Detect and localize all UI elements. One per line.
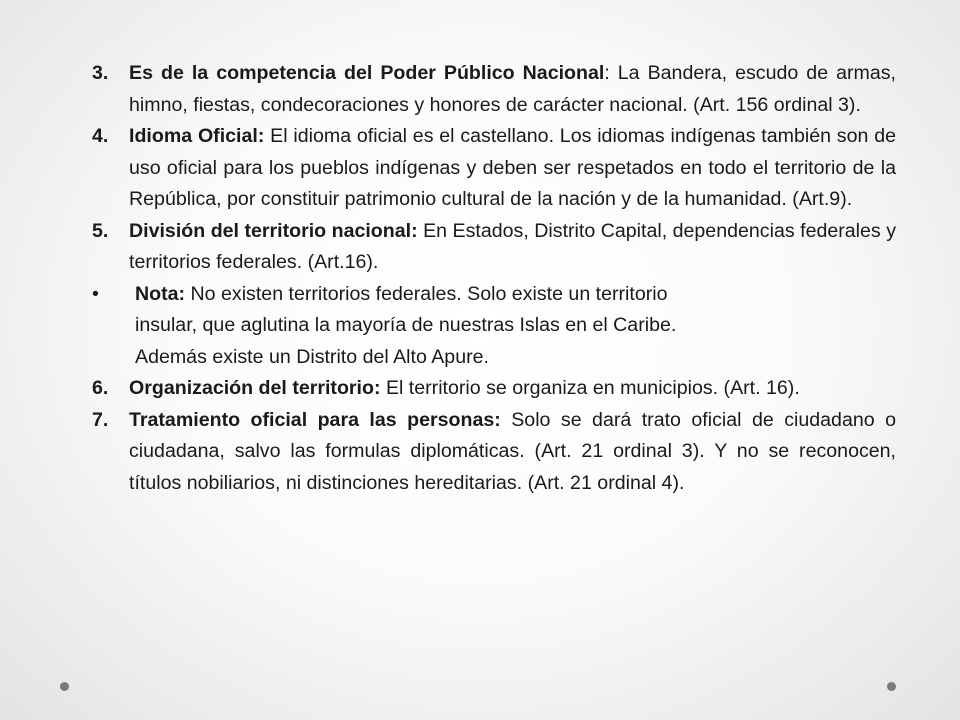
bullet-icon: •: [92, 282, 99, 305]
item-number: 3.: [92, 62, 109, 84]
item-text: Solo se dará trato oficial de ciudadano o ciudadana, salvo las formulas diplomáticas. (Art. 21 ordinal 3). Y no se reconocen, títulos nobiliarios, ni distinciones hereditarias. (Art. 21 ordinal 4).: [129, 408, 896, 494]
item-text: : La Bandera, escudo de armas, himno, fiestas, condecoraciones y honores de carácter nacional. (Art. 156 ordinal 3).: [129, 62, 896, 116]
item-text: En Estados, Distrito Capital, dependencias federales y territorios federales. (Art.16).: [129, 219, 896, 273]
note-line-1: Nota: No existen territorios federales. Solo existe un territorio: [135, 282, 668, 305]
decorative-dot-icon: [887, 682, 896, 691]
note-line-3: Además existe un Distrito del Alto Apure.: [135, 345, 489, 368]
item-title: Tratamiento oficial para las personas:: [129, 408, 501, 431]
item-number: 4.: [92, 125, 109, 147]
item-title: Organización del territorio:: [129, 377, 381, 399]
item-text: El idioma oficial es el castellano. Los idiomas indígenas también son de uso oficial para los pueblos indígenas y deben ser respetados en todo el territorio de la República, por constituir patrimonio cultural de la nación y de la humanidad. (Art.9).: [129, 125, 896, 210]
item-number: 5.: [92, 219, 109, 242]
note-item: [92, 279, 896, 374]
item-number: 6.: [92, 377, 109, 399]
list-item-5: [92, 216, 896, 279]
list-item-3: [92, 58, 896, 121]
item-text: El territorio se organiza en municipios. (Art. 16).: [380, 377, 800, 399]
list-item-4: [92, 121, 896, 216]
decorative-dot-icon: [60, 682, 69, 691]
list-item-6: [92, 373, 896, 405]
item-title: División del territorio nacional:: [129, 219, 418, 242]
item-number: 7.: [92, 408, 109, 431]
note-line-2: insular, que aglutina la mayoría de nuestras Islas en el Caribe.: [135, 314, 677, 336]
note-title: Nota:: [135, 282, 186, 305]
slide-content: [92, 58, 896, 499]
item-title: Es de la competencia del Poder Público Nacional: [129, 62, 605, 84]
list-item-7: [92, 405, 896, 500]
item-title: Idioma Oficial:: [129, 125, 265, 147]
